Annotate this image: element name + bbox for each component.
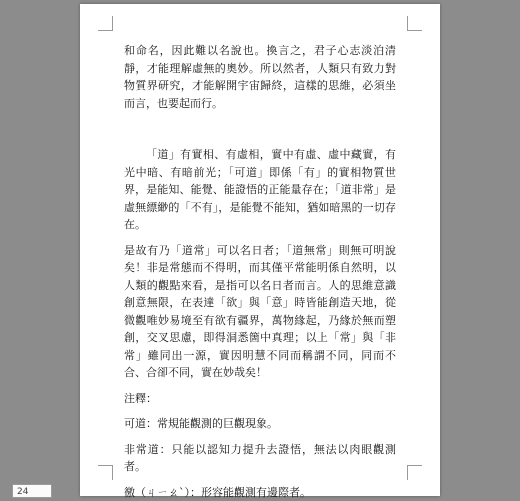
paragraph-3: 是故有乃「道常」可以名日者；「道無常」則無可明說矣！非是常態而不得明，而其僅平常能明係自然明，以人類的觀點來看，是指可以名日者而言。人的思維意識創意無限，在表達「欲」與「意」時皆能創造天地，從微觀唯妙易境至有欲有疆界，萬物緣起，乃緣於無而塑創，交叉思慮，即得洞悉箇中真理；以上「常」與「非常」雖同出一源，實因明慧不同而稱謂不同，同而不合、合卻不同，實在妙哉矣！: [124, 242, 396, 382]
crop-mark-bottom-right: [407, 465, 422, 480]
crop-mark-bottom-left: [98, 465, 113, 480]
paragraph-2: 「道」有實相、有虛相，實中有虛、虛中藏實，有光中暗、有暗前光；「可道」即係「有」的實相物質世界，是能知、能覺、能證悟的正能量存在；「道非常」是虛無縹緲的「不有」，是能覺不能知，猶如暗黑的一切存在。: [124, 146, 396, 234]
page-body: [124, 42, 396, 501]
document-page: [80, 4, 440, 496]
note-3: 徼（ㄐㄧㄠˋ）：形容能觀測有邊際者。: [124, 484, 396, 501]
page-number: 24: [17, 487, 28, 497]
page-number-tab[interactable]: [12, 484, 52, 498]
note-1: 可道：常規能觀測的巨觀現象。: [124, 415, 396, 433]
notes-heading: 注釋：: [124, 390, 396, 408]
note-2: 非常道：只能以認知力提升去證悟，無法以肉眼觀測者。: [124, 441, 396, 476]
crop-mark-top-left: [98, 16, 113, 31]
crop-mark-top-right: [407, 16, 422, 31]
paragraph-1: 和命名，因此難以名說也。換言之，君子心志淡泊清靜，才能理解虛無的奧妙。所以然者，人類只有致力對物質界研究，才能解開宇宙歸終，這樣的思維，必須坐而言，也要起而行。: [124, 42, 396, 112]
